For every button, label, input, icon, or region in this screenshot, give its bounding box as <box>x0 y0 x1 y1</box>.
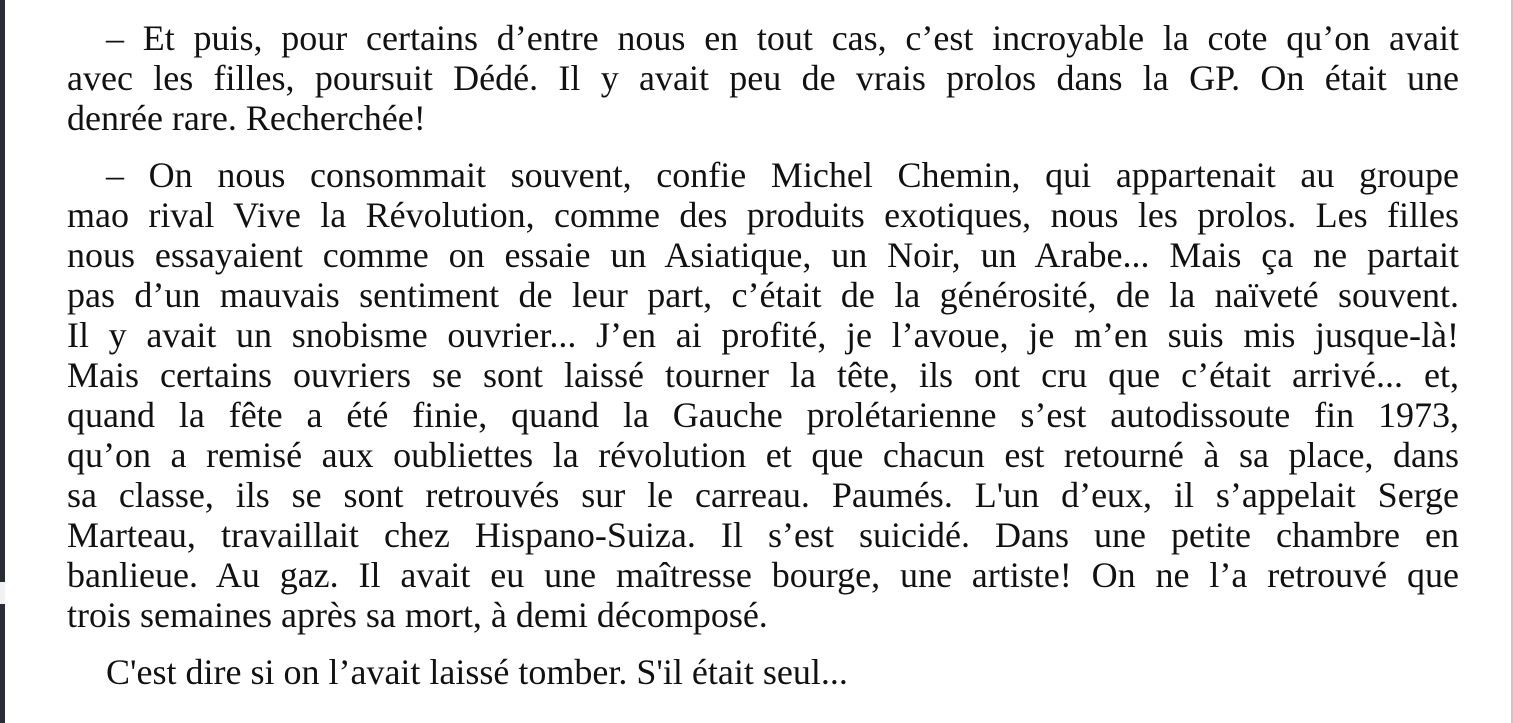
document-body <box>28 18 1459 692</box>
text-line: Mais certains ouvriers se sont laissé tourner la tête, ils ont cru que c’était arrivé... et, <box>67 355 1459 395</box>
text-line: qu’on a remisé aux oubliettes la révolution et que chacun est retourné à sa place, dans <box>67 435 1459 475</box>
text-line: avec les filles, poursuit Dédé. Il y avait peu de vrais prolos dans la GP. On était une <box>67 58 1459 98</box>
text-line: – On nous consommait souvent, confie Michel Chemin, qui appartenait au groupe <box>106 155 1459 195</box>
paragraph-3 <box>28 652 1459 692</box>
text-line: Marteau, travaillait chez Hispano-Suiza. Il s’est suicidé. Dans une petite chambre en <box>67 515 1459 555</box>
paragraph-2 <box>28 155 1459 635</box>
text-line: C'est dire si on l’avait laissé tomber. S'il était seul... <box>106 652 848 692</box>
text-line: – Et puis, pour certains d’entre nous en tout cas, c’est incroyable la cote qu’on avait <box>106 18 1459 58</box>
window-left-edge-gap <box>0 582 5 604</box>
text-line: quand la fête a été finie, quand la Gauche prolétarienne s’est autodissoute fin 1973, <box>67 395 1459 435</box>
text-line: trois semaines après sa mort, à demi décomposé. <box>67 595 768 635</box>
text-line: pas d’un mauvais sentiment de leur part, c’était de la générosité, de la naïveté souvent. <box>67 275 1459 315</box>
text-line: Il y avait un snobisme ouvrier... J’en ai profité, je l’avoue, je m’en suis mis jusque-là! <box>67 315 1459 355</box>
window-left-edge <box>0 0 5 723</box>
text-line: sa classe, ils se sont retrouvés sur le carreau. Paumés. L'un d’eux, il s’appelait Serge <box>67 475 1459 515</box>
paragraph-1 <box>28 18 1459 138</box>
text-line: denrée rare. Recherchée! <box>67 98 426 138</box>
text-line: nous essayaient comme on essaie un Asiatique, un Noir, un Arabe... Mais ça ne partait <box>67 235 1459 275</box>
text-line: mao rival Vive la Révolution, comme des produits exotiques, nous les prolos. Les filles <box>67 195 1459 235</box>
text-line: banlieue. Au gaz. Il avait eu une maîtresse bourge, une artiste! On ne l’a retrouvé que <box>67 555 1459 595</box>
